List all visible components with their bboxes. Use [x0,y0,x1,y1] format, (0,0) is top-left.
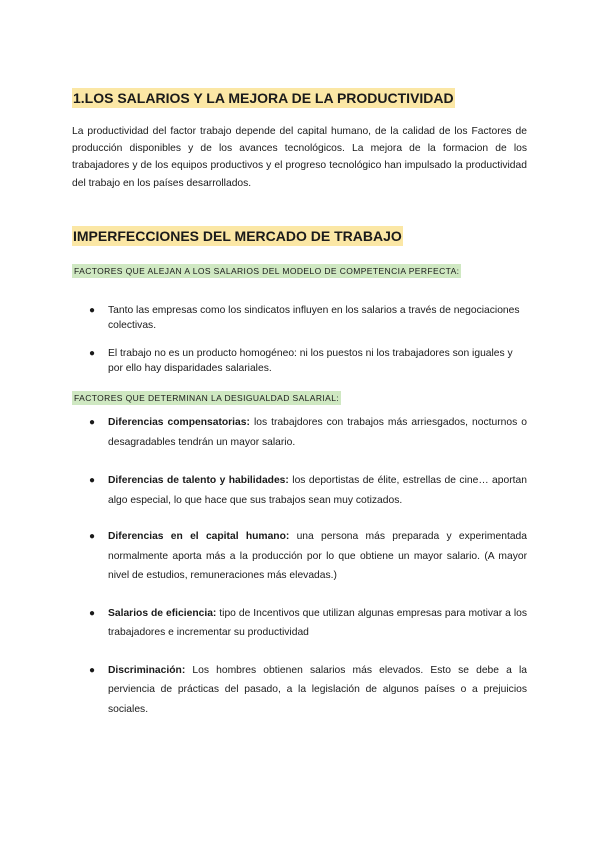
paragraph-productividad: La productividad del factor trabajo depende del capital humano, de la calidad de los Factores de producción disponibles y de los avances tecnológicos. La mejora de la formacion de los trabajadores y de los equipos productivos y el progreso tecnológico han impulsado la productividad del trabajo en los países desarrollados. [72,126,527,189]
list-item [72,471,527,510]
bullet-icon: ● [89,531,96,542]
term: Diferencias en el capital humano: [108,531,290,542]
list-item-text: El trabajo no es un producto homogéneo: ni los puestos ni los trabajadores son iguales y por ello hay disparidades salariales. [108,348,513,374]
subheading-factores-alejan: FACTORES QUE ALEJAN A LOS SALARIOS DEL MODELO DE COMPETENCIA PERFECTA: [74,266,460,276]
definition: una persona más preparada y experimentada normalmente aporta más a la producción por lo que obtiene un mayor salario. (A mayor nivel de estudios, remuneraciones más elevadas.) [108,531,528,581]
bullet-icon: ● [89,664,96,676]
section-title-imperfecciones: IMPERFECCIONES DEL MERCADO DE TRABAJO [73,228,402,244]
definition: los trabajdores con trabajos más arriesgados, nocturnos o desagradables tendrán un mayor salario. [108,417,527,448]
section-title-salarios: 1.LOS SALARIOS Y LA MEJORA DE LA PRODUCTIVIDAD [73,90,454,106]
list-item [72,413,527,452]
list-item [72,661,527,720]
term: Diferencias compensatorias: [108,417,250,428]
term: Diferencias de talento y habilidades: [108,475,289,486]
subheading-desigualdad: FACTORES QUE DETERMINAN LA DESIGUALDAD SALARIAL: [74,393,340,403]
list-item [72,604,527,643]
bullet-icon: ● [89,417,96,428]
list-item [72,527,527,586]
definition: tipo de Incentivos que utilizan algunas empresas para motivar a los trabajadores e incrementar su productividad [108,607,528,638]
definition: los deportistas de élite, estrellas de cine… aportan algo especial, lo que hace que sus trabajos sean muy cotizados. [108,475,527,506]
list-item [72,346,527,376]
term: Discriminación: [108,664,186,676]
term: Salarios de eficiencia: [108,607,217,619]
bullet-icon: ● [89,607,96,619]
list-desigualdad-salarial [72,413,527,719]
bullet-icon: ● [89,475,96,486]
list-item-text: Tanto las empresas como los sindicatos influyen en los salarios a través de negociaciones colectivas. [108,305,520,331]
bullet-icon: ● [89,305,96,316]
list-item [72,303,527,333]
list-factores-alejan [72,303,527,389]
definition: Los hombres obtienen salarios más elevados. Esto se debe a la perviencia de prácticas del pasado, a la legislación de algunos países o a prejuicios sociales. [108,664,527,715]
bullet-icon: ● [89,348,96,359]
